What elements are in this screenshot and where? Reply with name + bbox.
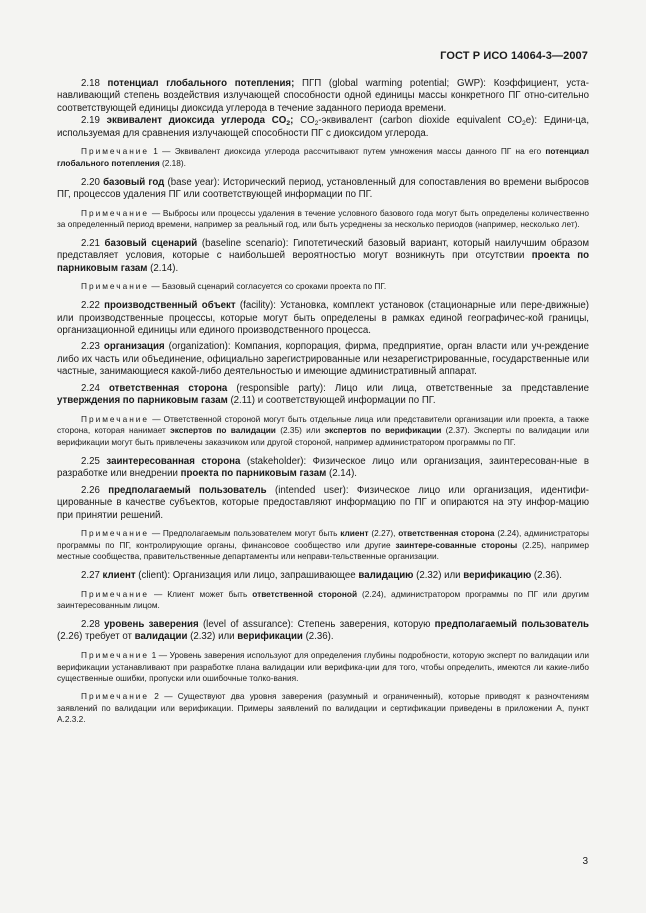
term-ref: верификацию <box>463 570 532 582</box>
term-ref: проекта по парниковым газам <box>57 250 589 274</box>
entry-2-23 <box>57 341 589 378</box>
term-ref: ответственная сторона <box>398 528 495 539</box>
note-text: 1 — Уровень заверения используют для определения глубины подробности, которую эксперт по валидации или верификации устанавливают при разработке плана валидации или верифика-ции для того, чтобы определить, имеются ли какие-либо существенные ошибки, пропуски или ошибочные толко-вания. <box>57 649 589 684</box>
definition-text: (organization): Компания, корпорация, фирма, предприятие, орган власти или уч-реждение либо их часть или объединение, официально зарегистрированные или незарегистрированные, государственные или частные, занимающиеся какой-либо деятельностью и имеющие административный аппарат. <box>57 341 589 378</box>
term-ref: потенциал глобального потепления <box>57 146 589 168</box>
note-label: Примечание <box>81 207 150 218</box>
definition-text: (base year): Исторический период, установленный для сопоставления во времени выбросов ПГ, процессов удаления ПГ или соответствующей информации по ПГ. <box>57 176 590 201</box>
term: ответственная сторона <box>108 382 228 394</box>
note-label: Примечание <box>81 588 150 599</box>
subscript: 2 <box>522 120 526 128</box>
entry-2-19 <box>57 115 589 140</box>
subscript: 2 <box>314 120 319 128</box>
note-2-24 <box>57 414 589 449</box>
note-2-28-2 <box>57 691 589 726</box>
term-ref: валидацию <box>358 570 414 582</box>
document-body <box>57 78 589 726</box>
definition-text: (2.36). <box>302 631 334 643</box>
term: клиент <box>102 570 136 582</box>
note-label: Примечание <box>81 413 150 424</box>
note-text: (2.24), администратором программы по ПГ или другим заинтересованным лицом. <box>57 588 589 611</box>
note-label: Примечание <box>81 649 150 660</box>
entry-number: 2.21 <box>81 237 105 249</box>
entry-number: 2.25 <box>81 455 107 467</box>
note-2-19 <box>57 146 589 169</box>
term-ref: экспертов по валидации <box>170 425 276 436</box>
term-ref: верификации <box>237 631 303 643</box>
term-ref: заинтере-сованные стороны <box>395 539 518 550</box>
definition-text: (level of assurance): Степень заверения, которую <box>198 619 435 631</box>
note-text: 1 — Эквивалент диоксида углерода рассчитывают путем умножения массы данного ПГ на его <box>149 146 546 157</box>
note-text: 2 — Существуют два уровня заверения (разумный и ограниченный), которые приводят к разночтениям заявлений по валидации или верификации. Примеры заявлений по валидации и сертификации приведены в приложении А, пункт А.2.3.2. <box>57 691 589 725</box>
entry-2-18 <box>57 78 589 115</box>
definition-text: CO <box>293 115 315 127</box>
entry-2-21 <box>57 238 589 275</box>
entry-number: 2.23 <box>81 341 104 353</box>
entry-number: 2.22 <box>81 300 105 312</box>
entry-2-28 <box>57 619 589 644</box>
entry-number: 2.18 <box>81 78 108 89</box>
note-text: (2.24), администраторы программы по ПГ, контролирующие органы, финансовое сообщество или другие <box>57 528 590 550</box>
note-2-20 <box>57 208 589 231</box>
term <box>107 115 294 126</box>
term-text: эквивалент диоксида углерода CO <box>106 115 287 127</box>
entry-number: 2.27 <box>81 570 103 582</box>
entry-number: 2.20 <box>81 176 104 188</box>
definition-text: (2.14). <box>326 468 357 480</box>
entry-2-26 <box>57 485 589 522</box>
note-2-28-1 <box>57 650 589 685</box>
term: уровень заверения <box>104 619 199 631</box>
note-text: (2.25), например местные сообщества, правительственные департаменты или неправи-тельственные организации. <box>57 539 589 562</box>
definition-text: (stakeholder): Физическое лицо или организация, заинтересован-ные в разработке или внедрении <box>57 455 589 480</box>
note-text: (2.18). <box>159 157 186 168</box>
term-ref: ответственной стороной <box>252 588 358 599</box>
entry-2-22 <box>57 300 589 337</box>
term: организация <box>103 341 165 353</box>
term-ref: предполагаемый пользователь <box>434 619 590 631</box>
note-2-26 <box>57 528 589 563</box>
entry-2-25 <box>57 456 589 481</box>
entry-2-20 <box>57 177 589 202</box>
entry-number: 2.28 <box>81 619 105 631</box>
definition-text: (baseline scenario): Гипотетический базовый вариант, который наилучшим образом представляет условия, которые с наибольшей вероятностью могут возникнуть при отсутствии <box>57 237 590 262</box>
note-text: (2.37). Эксперты по валидации или верификации могут быть привлечены заказчиком или другой стороной, например администратором программы по ПГ. <box>57 425 590 448</box>
definition-text: (facility): Установка, комплект установок (стационарные или пере-движные) или производственные процессы, которые могут быть определены в рамках единой географичес-кой границы, организационной единицы или единого производственного процесса. <box>57 300 589 336</box>
note-label: Примечание <box>81 691 150 702</box>
note-label: Примечание <box>81 281 150 292</box>
note-2-21 <box>57 281 589 293</box>
term: потенциал глобального потепления; <box>107 78 295 89</box>
term-ref: утверждения по парниковым газам <box>57 395 228 407</box>
subscript: 2 <box>286 120 291 128</box>
definition-text: (2.14). <box>147 262 179 274</box>
term: заинтересованная сторона <box>106 455 241 467</box>
term-text: ; <box>290 115 294 127</box>
term-ref: проекта по парниковым газам <box>180 468 327 480</box>
term-ref: валидации <box>134 631 188 643</box>
term-ref: экспертов по верификации <box>324 425 442 436</box>
term: производственный объект <box>104 300 236 312</box>
definition-text: (responsible party): Лицо или лица, ответственные за представление <box>227 382 589 394</box>
definition-text: е): Едини-ца, используемая для сравнения излучающей способности ПГ с диоксидом углерода. <box>57 115 590 139</box>
note-text: — Ответственной стороной могут быть отдельные лица или представители организации или проекта, а также сторона, которая нанимает <box>57 413 589 436</box>
note-text: — Клиент может быть <box>149 588 253 599</box>
definition-text: (intended user): Физическое лицо или организация, идентифи-цированные в качестве субъектов, которые предоставляют информацию по ПГ и опираются на эту инфор-мацию при принятии решений. <box>57 484 589 521</box>
entry-2-27 <box>57 570 589 582</box>
term: базовый год <box>103 176 165 188</box>
entry-2-24 <box>57 383 589 408</box>
entry-number: 2.24 <box>81 382 109 394</box>
document-header: ГОСТ Р ИСО 14064-3—2007 <box>440 50 588 62</box>
term-ref: клиент <box>340 528 369 539</box>
definition-text: (2.32) или <box>187 631 238 643</box>
entry-number: 2.19 <box>81 115 107 127</box>
note-text: — Выбросы или процессы удаления в течение условного базового года могут быть определены количественно за определенный период времени, например за реальный год, или быть усреднены за несколько периодов (например, несколько лет). <box>57 207 589 230</box>
definition-text: (2.32) или <box>413 570 464 582</box>
note-label: Примечание <box>81 528 150 539</box>
definition-text: ПГП (global warming potential; GWP): Коэффициент, уста-навливающий степень воздействия излучающей способности одной единицы массы конкретного ПГ отно-сительно соответствующей единицы диоксида углерода в течение заданного периода времени. <box>57 78 589 114</box>
definition-text: (2.26) требует от <box>57 631 135 643</box>
definition-text: (2.36). <box>531 570 562 582</box>
term: предполагаемый пользователь <box>108 484 267 496</box>
note-text: — Предполагаемым пользователем могут быть <box>149 528 341 539</box>
definition-text: (client): Организация или лицо, запрашивающее <box>135 570 359 582</box>
note-label: Примечание <box>81 146 150 157</box>
page-number: 3 <box>582 856 588 867</box>
term: базовый сценарий <box>104 237 198 249</box>
note-text: (2.27), <box>368 528 399 539</box>
definition-text: (2.11) и соответствующей информации по ПГ. <box>227 395 436 407</box>
entry-number: 2.26 <box>81 484 109 496</box>
note-text: (2.35) или <box>275 425 325 436</box>
definition-text: -эквивалент (carbon dioxide equivalent CO <box>318 115 522 127</box>
note-text: — Базовый сценарий согласуется со сроками проекта по ПГ. <box>149 281 387 292</box>
note-2-27 <box>57 589 589 612</box>
